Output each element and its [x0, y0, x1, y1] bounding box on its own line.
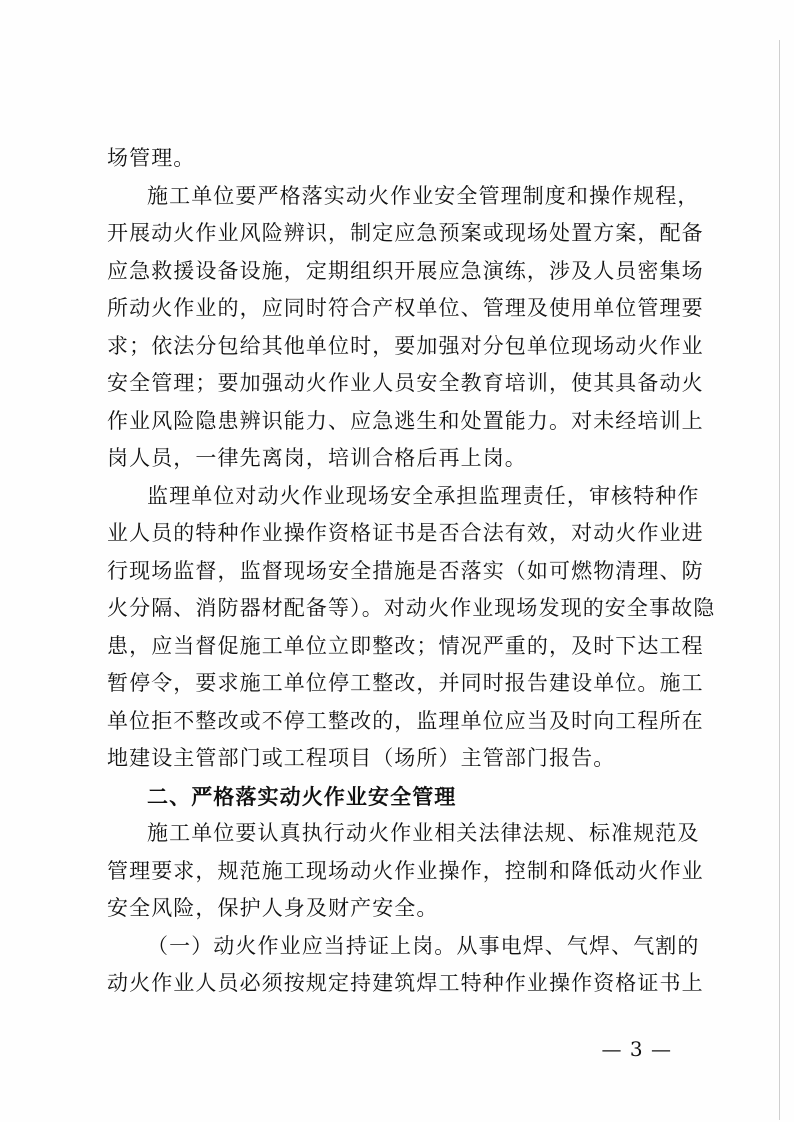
text-line: 行现场监督，监督现场安全措施是否落实（如可燃物清理、防: [107, 558, 704, 583]
paragraph-start-line: （一）动火作业应当持证上岗。从事电焊、气焊、气割的: [147, 933, 700, 958]
text-line: 火分隔、消防器材配备等）。对动火作业现场发现的安全事故隐: [107, 596, 716, 620]
text-line: 安全风险，保护人身及财产安全。: [107, 896, 439, 920]
document-body: [107, 140, 716, 1003]
text-line: 场管理。: [107, 146, 196, 170]
paragraph-start-line: 施工单位要严格落实动火作业安全管理制度和操作规程，: [147, 183, 700, 208]
section-heading: 二、严格落实动火作业安全管理: [147, 783, 457, 809]
text-line: 作业风险隐患辨识能力、应急逃生和处置能力。对未经培训上: [107, 408, 704, 433]
text-line: 业人员的特种作业操作资格证书是否合法有效，对动火作业进: [107, 521, 704, 545]
text-line: 求；依法分包给其他单位时，要加强对分包单位现场动火作业: [107, 333, 704, 358]
text-line: 安全管理；要加强动火作业人员安全教育培训，使其具备动火: [107, 371, 704, 395]
text-line: 岗人员，一律先离岗，培训合格后再上岗。: [107, 446, 527, 470]
paragraph-start-line: 监理单位对动火作业现场安全承担监理责任，审核特种作: [147, 483, 700, 508]
text-line: 暂停令，要求施工单位停工整改，并同时报告建设单位。施工: [107, 671, 704, 695]
text-line: 患，应当督促施工单位立即整改；情况严重的，及时下达工程: [107, 633, 704, 658]
page-edge-line: [779, 40, 780, 1120]
paragraph-start-line: 施工单位要认真执行动火作业相关法律法规、标准规范及: [147, 821, 700, 845]
page-number: — 3 —: [601, 1037, 672, 1061]
text-line: 开展动火作业风险辨识，制定应急预案或现场处置方案，配备: [107, 221, 704, 245]
text-line: 单位拒不整改或不停工整改的，监理单位应当及时向工程所在: [107, 708, 704, 733]
text-line: 所动火作业的，应同时符合产权单位、管理及使用单位管理要: [107, 296, 704, 320]
text-line: 动火作业人员必须按规定持建筑焊工特种作业操作资格证书上: [107, 971, 704, 995]
text-line: 地建设主管部门或工程项目（场所）主管部门报告。: [107, 746, 616, 770]
text-line: 管理要求，规范施工现场动火作业操作，控制和降低动火作业: [107, 858, 704, 883]
text-line: 应急救援设备设施，定期组织开展应急演练，涉及人员密集场: [107, 258, 704, 283]
